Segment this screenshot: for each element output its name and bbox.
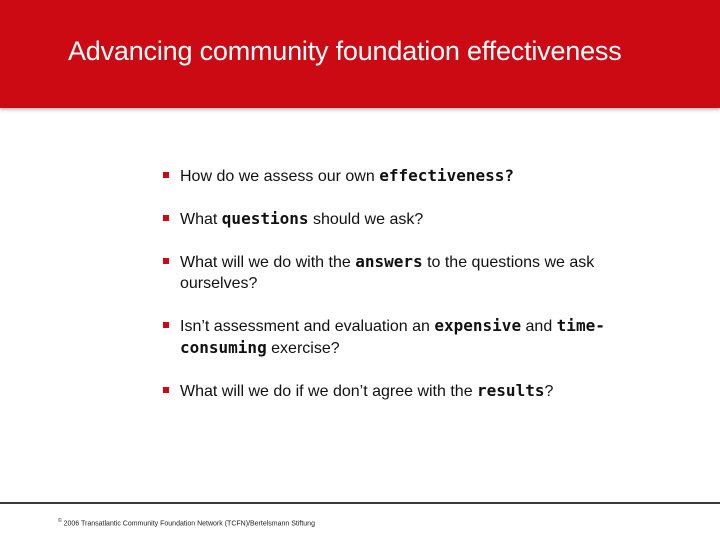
bullet-text: and bbox=[521, 318, 557, 335]
bullet-text: ? bbox=[544, 383, 554, 400]
bullet-text: How do we assess our own bbox=[180, 168, 380, 185]
square-bullet-icon bbox=[163, 258, 169, 264]
bullet-emphasis: results bbox=[477, 381, 545, 400]
bullet-emphasis: answers bbox=[355, 252, 423, 271]
square-bullet-icon bbox=[163, 215, 169, 221]
footer-divider bbox=[0, 502, 720, 504]
bullet-item bbox=[162, 208, 622, 230]
square-bullet-icon bbox=[163, 172, 169, 178]
square-bullet-icon bbox=[163, 322, 169, 328]
bullet-list bbox=[162, 165, 622, 423]
copyright-symbol: © bbox=[58, 518, 62, 524]
bullet-text: to the questions we ask ourselves? bbox=[180, 254, 595, 292]
bullet-text: What will we do if we don’t agree with the bbox=[180, 383, 478, 400]
slide-title: Advancing community foundation effectiveness bbox=[68, 36, 622, 66]
bullet-item bbox=[162, 315, 622, 359]
bullet-emphasis: questions bbox=[221, 209, 309, 228]
bullet-emphasis: time-consuming bbox=[180, 316, 605, 357]
bullet-item bbox=[162, 251, 622, 294]
bullet-item bbox=[162, 165, 622, 187]
copyright-footer bbox=[58, 518, 315, 527]
bullet-item bbox=[162, 380, 622, 402]
bullet-text: exercise? bbox=[266, 340, 340, 357]
bullet-text: What will we do with the bbox=[180, 254, 356, 271]
bullet-text: should we ask? bbox=[308, 211, 424, 228]
copyright-text: 2006 Transatlantic Community Foundation Network (TCFN)/Bertelsmann Stiftung bbox=[61, 520, 315, 528]
bullet-emphasis: effectiveness? bbox=[379, 166, 515, 185]
bullet-text: What bbox=[180, 211, 222, 228]
bullet-text: Isn’t assessment and evaluation an bbox=[180, 318, 435, 335]
square-bullet-icon bbox=[163, 387, 169, 393]
bullet-emphasis: expensive bbox=[434, 316, 522, 335]
title-banner bbox=[0, 0, 720, 108]
